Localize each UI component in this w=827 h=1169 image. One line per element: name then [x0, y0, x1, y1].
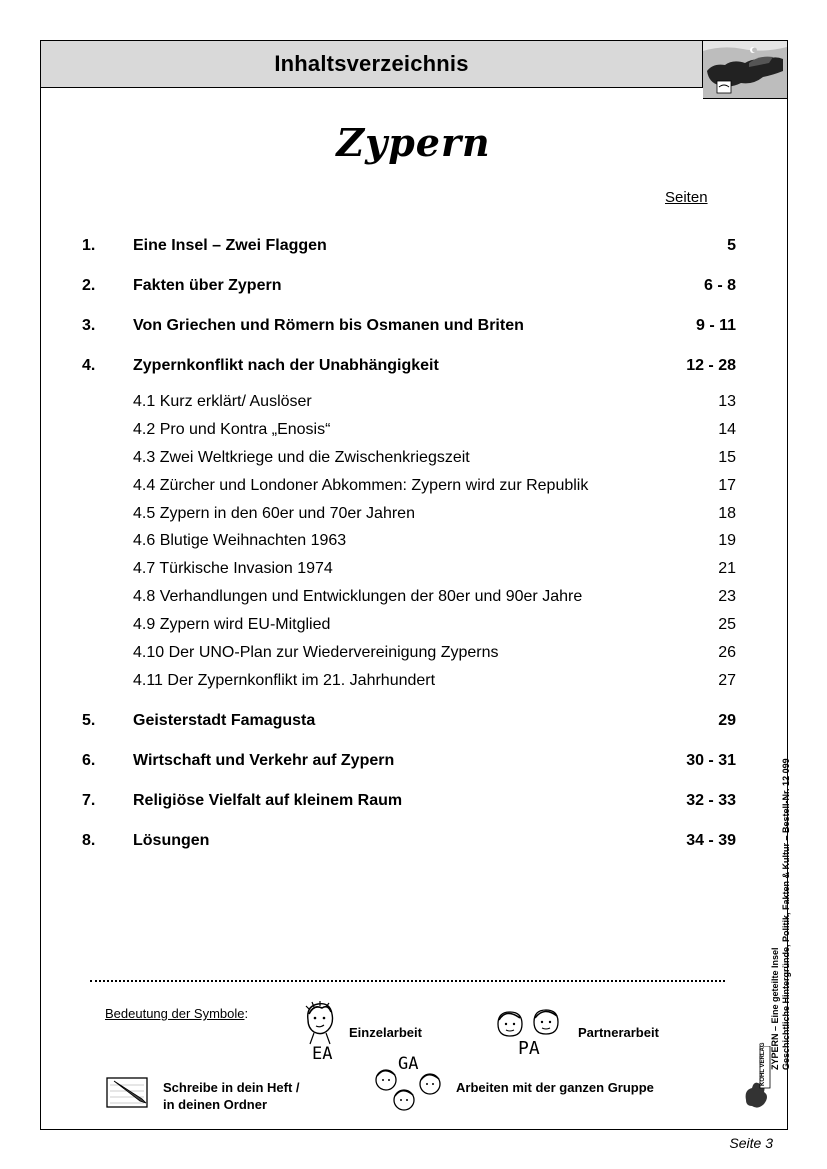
- publisher-logo: [744, 1042, 772, 1114]
- side-imprint-line2: Geschichtliche Hintergründe, Politik, Fakten & Kultur – Bestell-Nr. 12 099: [781, 758, 791, 1070]
- toc-page: 5: [727, 237, 736, 254]
- subentry-page: 14: [718, 421, 736, 438]
- legend-partner-work: Partnerarbeit: [578, 1025, 659, 1040]
- subentry-page: 15: [718, 449, 736, 466]
- toc-label: Religiöse Vielfalt auf kleinem Raum: [133, 792, 403, 809]
- toc-entry[interactable]: [82, 317, 738, 339]
- subentry-page: 25: [718, 616, 736, 633]
- subentry-label: 4.8 Verhandlungen und Entwicklungen der 80er und 90er Jahre: [133, 588, 583, 605]
- toc-subentry[interactable]: [133, 616, 738, 638]
- toc-entry[interactable]: [82, 712, 738, 734]
- document-title: Zypern: [336, 120, 491, 165]
- toc-page: 32 - 33: [686, 792, 736, 809]
- subentry-label: 4.5 Zypern in den 60er und 70er Jahren: [133, 505, 415, 522]
- subentry-page: 18: [718, 505, 736, 522]
- toc-number: 5.: [82, 712, 96, 729]
- toc-subentry[interactable]: [133, 560, 738, 582]
- toc-subentry[interactable]: [133, 588, 738, 610]
- toc-entry[interactable]: [82, 357, 738, 379]
- toc-page: 34 - 39: [686, 832, 736, 849]
- legend-group-work: Arbeiten mit der ganzen Gruppe: [456, 1080, 654, 1095]
- subentry-page: 26: [718, 644, 736, 661]
- subentry-label: 4.6 Blutige Weihnachten 1963: [133, 532, 347, 549]
- toc-number: 3.: [82, 317, 96, 334]
- toc-label: Eine Insel – Zwei Flaggen: [133, 237, 327, 254]
- toc-page: 12 - 28: [686, 357, 736, 374]
- toc-label: Zypernkonflikt nach der Unabhängigkeit: [133, 357, 439, 374]
- subentry-page: 17: [718, 477, 736, 494]
- subentry-label: 4.4 Zürcher und Londoner Abkommen: Zypern wird zur Republik: [133, 477, 589, 494]
- page-heading: Inhaltsverzeichnis: [274, 51, 469, 76]
- toc-number: 7.: [82, 792, 96, 809]
- toc-page: 6 - 8: [703, 277, 736, 294]
- group-work-badge: GA: [398, 1054, 419, 1074]
- toc-subentry[interactable]: [133, 393, 738, 415]
- toc-subentry[interactable]: [133, 449, 738, 471]
- cyprus-map-thumbnail: [703, 41, 787, 99]
- subentry-page: 13: [718, 393, 736, 410]
- subentry-label: 4.10 Der UNO-Plan zur Wiedervereinigung Zyperns: [133, 644, 499, 661]
- legend-title-colon: :: [244, 1006, 249, 1021]
- toc-subentry[interactable]: [133, 505, 738, 527]
- subentry-label: 4.7 Türkische Invasion 1974: [133, 560, 333, 577]
- toc-number: 6.: [82, 752, 96, 769]
- toc-page: 30 - 31: [686, 752, 736, 769]
- partner-work-icon: [494, 1006, 564, 1062]
- subentry-page: 19: [718, 532, 736, 549]
- toc-subentry[interactable]: [133, 421, 738, 443]
- toc-entry[interactable]: [82, 277, 738, 299]
- header-bar: [41, 41, 703, 88]
- toc-label: Fakten über Zypern: [133, 277, 282, 294]
- dotted-divider: [90, 980, 725, 982]
- single-work-badge: EA: [312, 1044, 333, 1064]
- subentry-page: 23: [718, 588, 736, 605]
- subentry-page: 27: [718, 672, 736, 689]
- single-work-icon: [300, 1000, 340, 1066]
- toc-entry[interactable]: [82, 832, 738, 854]
- toc-subentry[interactable]: [133, 477, 738, 499]
- toc-number: 8.: [82, 832, 96, 849]
- subentry-label: 4.1 Kurz erklärt/ Auslöser: [133, 393, 312, 410]
- toc-label: Lösungen: [133, 832, 210, 849]
- toc-entry[interactable]: [82, 792, 738, 814]
- subentry-label: 4.3 Zwei Weltkriege und die Zwischenkriegszeit: [133, 449, 470, 466]
- side-imprint: [770, 758, 792, 1070]
- toc-subentry[interactable]: [133, 532, 738, 554]
- legend-title-text: Bedeutung der Symbole: [105, 1006, 245, 1021]
- legend-title: [105, 1006, 248, 1021]
- toc-subentry[interactable]: [133, 672, 738, 694]
- toc-label: Wirtschaft und Verkehr auf Zypern: [133, 752, 395, 769]
- group-work-icon: [372, 1052, 446, 1114]
- subentry-label: 4.2 Pro und Kontra „Enosis“: [133, 421, 331, 438]
- toc-entry[interactable]: [82, 237, 738, 259]
- toc-page: 9 - 11: [695, 317, 736, 334]
- legend-notebook: [163, 1079, 300, 1113]
- page-number: Seite 3: [729, 1135, 773, 1151]
- subentry-page: 21: [718, 560, 736, 577]
- partner-work-badge: PA: [518, 1038, 540, 1059]
- toc-page: 29: [718, 712, 736, 729]
- toc-subentry[interactable]: [133, 644, 738, 666]
- subentry-label: 4.11 Der Zypernkonflikt im 21. Jahrhundert: [133, 672, 436, 689]
- toc-number: 1.: [82, 237, 96, 254]
- legend-notebook-line1: Schreibe in dein Heft /: [163, 1080, 300, 1095]
- toc-number: 4.: [82, 357, 96, 374]
- pages-column-label: Seiten: [665, 189, 708, 206]
- subentry-label: 4.9 Zypern wird EU-Mitglied: [133, 616, 331, 633]
- publisher-name: KOHL VERLAG: [760, 1042, 766, 1086]
- toc-entry[interactable]: [82, 752, 738, 774]
- toc-label: Von Griechen und Römern bis Osmanen und Briten: [133, 317, 524, 334]
- toc-number: 2.: [82, 277, 96, 294]
- toc-label: Geisterstadt Famagusta: [133, 712, 316, 729]
- legend-single-work: Einzelarbeit: [349, 1025, 422, 1040]
- side-imprint-line1: ZYPERN – Eine geteilte Insel: [770, 947, 780, 1070]
- legend-notebook-line2: in deinen Ordner: [163, 1097, 268, 1112]
- notebook-pen-icon: [106, 1077, 150, 1109]
